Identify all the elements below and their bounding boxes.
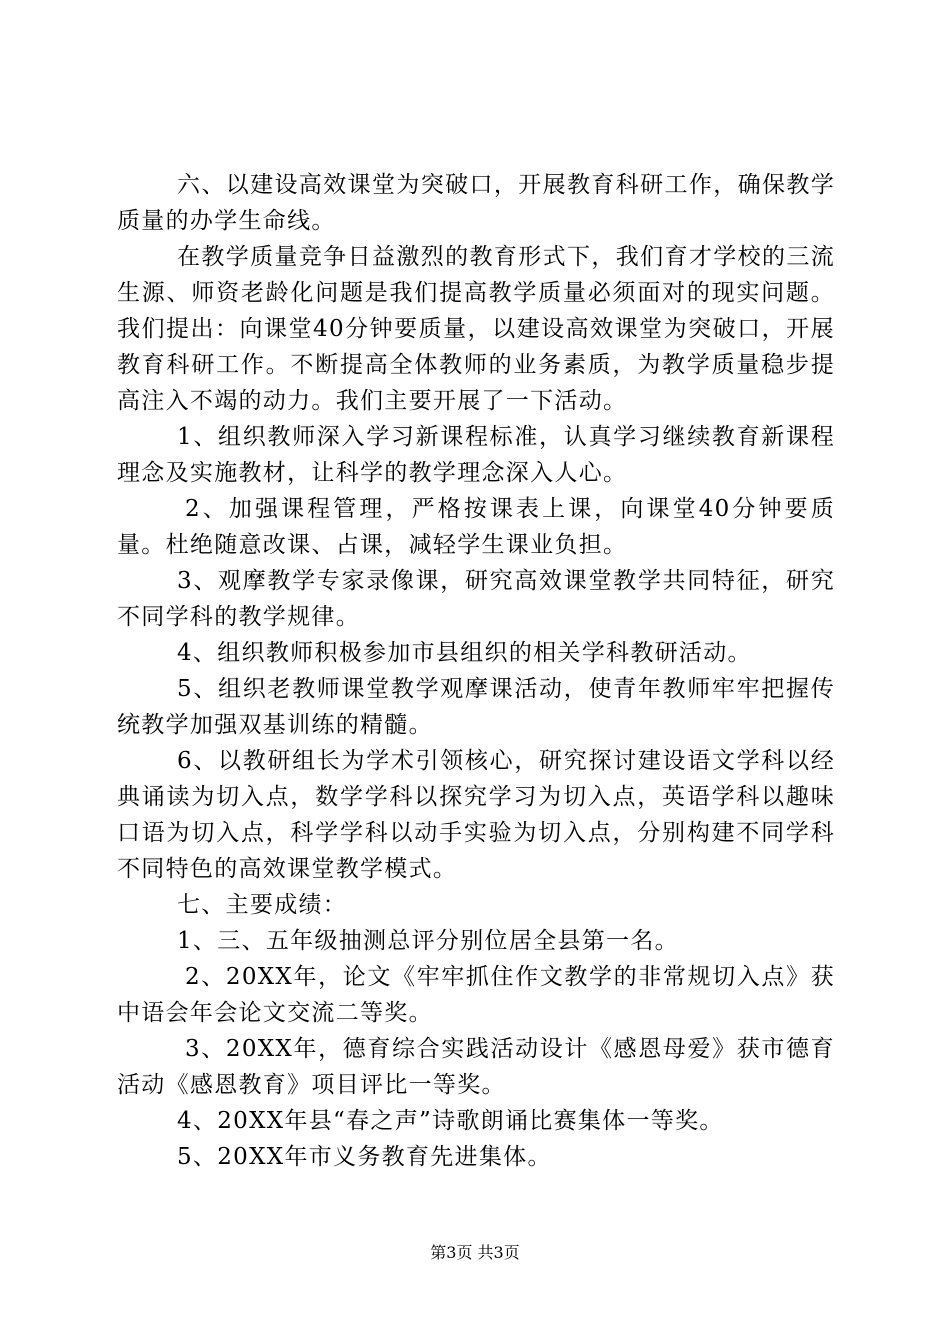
- activity-item-5: 5、组织老教师课堂教学观摩课活动，使青年教师牢牢把握传统教学加强双基训练的精髓。: [117, 676, 835, 738]
- achievement-item-5: 5、20XX年市义务教育先进集体。: [177, 1144, 552, 1170]
- section-six-intro-paragraph: 在教学质量竞争日益激烈的教育形式下，我们育才学校的三流生源、师资老龄化问题是我们提高教学质量必须面对的现实问题。我们提出：向课堂40分钟要质量，以建设高效课堂为突破口，开展教育科研工作。不断提高全体教师的业务素质，为教学质量稳步提高注入不竭的动力。我们主要开展了一下活动。: [117, 244, 835, 414]
- page-number-footer: 第3页 共3页: [430, 1243, 520, 1262]
- achievement-item-1: 1、三、五年级抽测总评分别位居全县第一名。: [177, 928, 679, 954]
- activity-item-3: 3、观摩教学专家录像课，研究高效课堂教学共同特征，研究不同学科的教学规律。: [117, 568, 835, 630]
- achievement-item-3: 3、20XX年，德育综合实践活动设计《感恩母爱》获市德育活动《感恩教育》项目评比一等奖。: [117, 1036, 835, 1098]
- activity-item-2: 2、加强课程管理，严格按课表上课，向课堂40分钟要质量。杜绝随意改课、占课，减轻学生课业负担。: [117, 496, 835, 558]
- achievement-item-4: 4、20XX年县“春之声”诗歌朗诵比赛集体一等奖。: [177, 1108, 724, 1134]
- document-body: [117, 167, 835, 1175]
- section-seven-heading: 七、主要成绩：: [177, 892, 348, 918]
- section-six-heading: 六、以建设高效课堂为突破口，开展教育科研工作，确保教学质量的办学生命线。: [117, 172, 835, 234]
- activity-item-6: 6、以教研组长为学术引领核心，研究探讨建设语文学科以经典诵读为切入点，数学学科以探究学习为切入点，英语学科以趣味口语为切入点，科学学科以动手实验为切入点，分别构建不同学科不同特色的高效课堂教学模式。: [117, 748, 835, 882]
- achievement-item-2: 2、20XX年，论文《牢牢抓住作文教学的非常规切入点》获中语会年会论文交流二等奖。: [117, 964, 835, 1026]
- activity-item-4: 4、组织教师积极参加市县组织的相关学科教研活动。: [177, 640, 752, 666]
- activity-item-1: 1、组织教师深入学习新课程标准，认真学习继续教育新课程理念及实施教材，让科学的教学理念深入人心。: [117, 424, 835, 486]
